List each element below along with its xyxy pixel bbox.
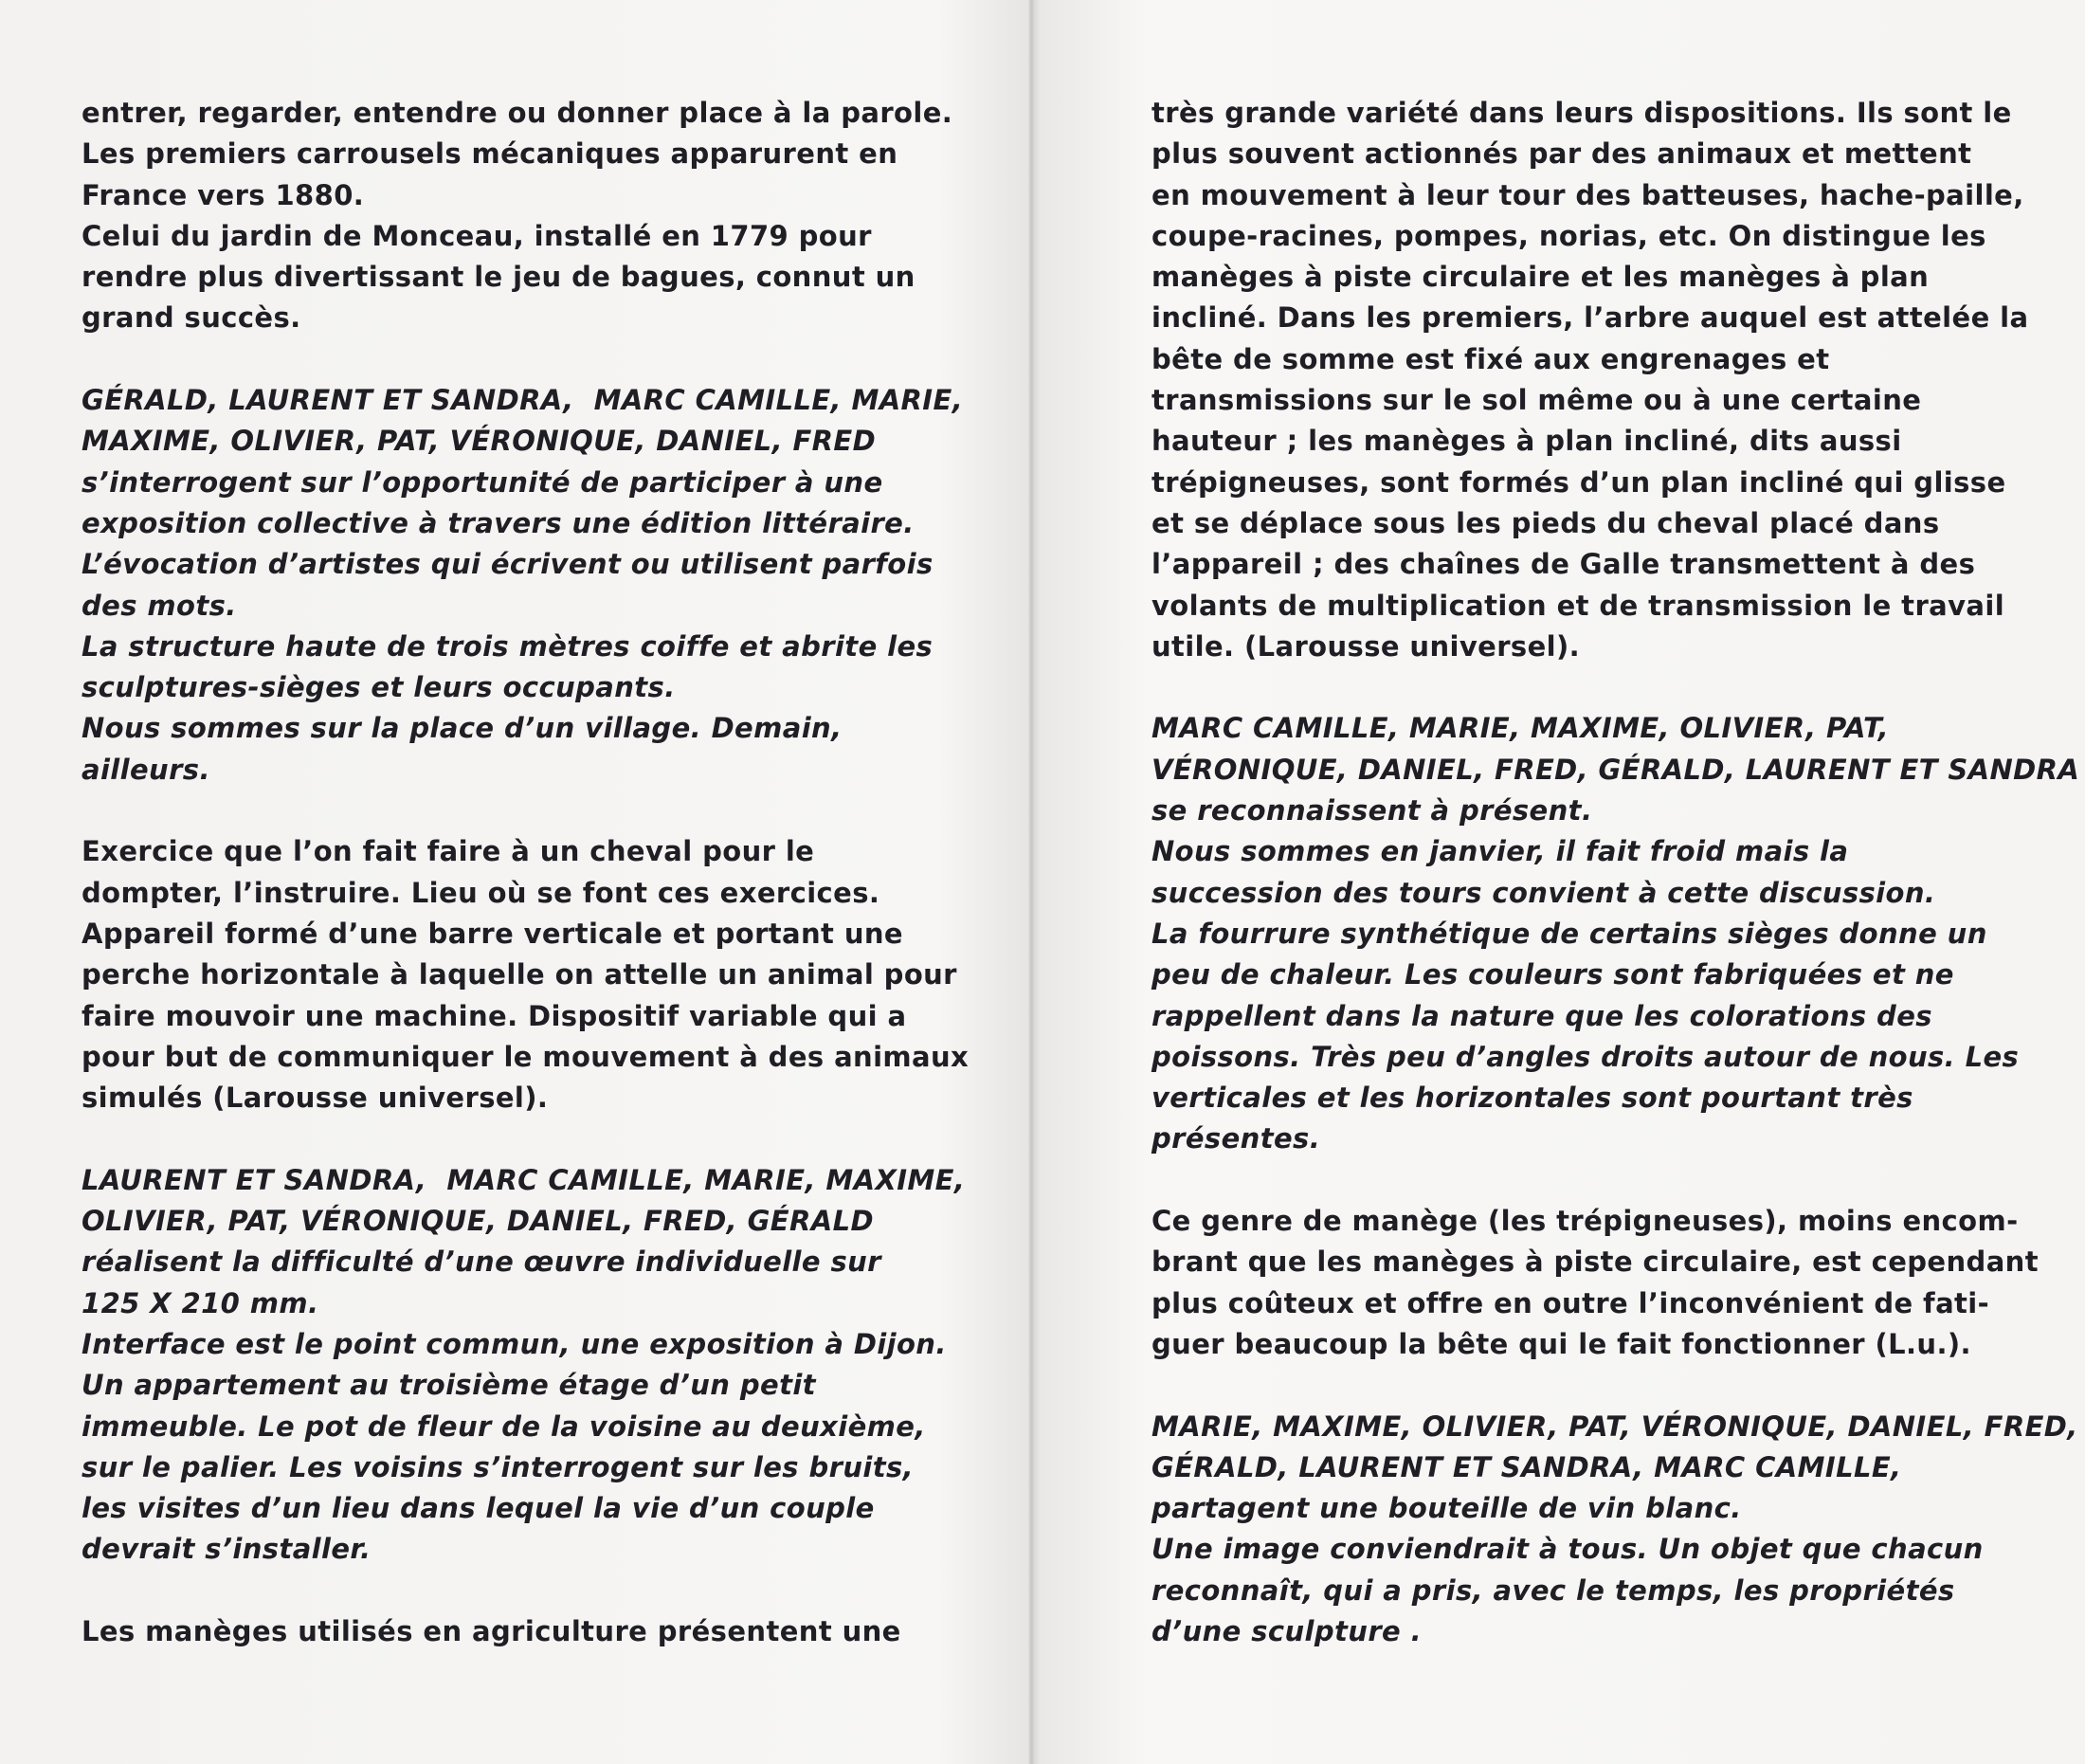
text-line: ailleurs. bbox=[82, 753, 210, 786]
italic-paragraph bbox=[1151, 1407, 2085, 1653]
body-paragraph bbox=[82, 93, 1029, 339]
text-line: les visites d’un lieu dans lequel la vie d’un couple bbox=[82, 1492, 875, 1525]
text-line: plus coûteux et offre en outre l’inconvénient de fati- bbox=[1151, 1286, 1990, 1319]
text-line: d’une sculpture . bbox=[1151, 1614, 1423, 1647]
italic-paragraph bbox=[82, 380, 1029, 791]
text-line: perche horizontale à laquelle on attelle un animal pour bbox=[82, 958, 957, 991]
text-line: Interface est le point commun, une exposition à Dijon. bbox=[82, 1327, 947, 1360]
text-line: incliné. Dans les premiers, l’arbre auquel est attelée la bbox=[1151, 301, 2029, 335]
text-line: en mouvement à leur tour des batteuses, hache-paille, bbox=[1151, 178, 2024, 211]
text-line: manèges à piste circulaire et les manèges à plan bbox=[1151, 261, 1930, 294]
text-line: exposition collective à travers une édition littéraire. bbox=[82, 506, 915, 539]
italic-paragraph bbox=[82, 1160, 1029, 1571]
text-line: brant que les manèges à piste circulaire, est cependant bbox=[1151, 1246, 2039, 1279]
text-line: Une image conviendrait à tous. Un objet que chacun bbox=[1151, 1533, 1984, 1566]
text-line: France vers 1880. bbox=[82, 178, 365, 211]
text-line: dompter, l’instruire. Lieu où se font ces exercices. bbox=[82, 876, 880, 909]
right-page bbox=[1034, 0, 2085, 1764]
text-line: faire mouvoir une machine. Dispositif variable qui a bbox=[82, 999, 907, 1032]
text-line: réalisent la difficulté d’une œuvre individuelle sur bbox=[82, 1246, 881, 1279]
text-line: simulés (Larousse universel). bbox=[82, 1082, 549, 1115]
text-line: partagent une bouteille de vin blanc. bbox=[1151, 1492, 1742, 1525]
text-line: pour but de communiquer le mouvement à des animaux bbox=[82, 1040, 970, 1073]
text-line: MARIE, MAXIME, OLIVIER, PAT, VÉRONIQUE, DANIEL, FRED, bbox=[1151, 1409, 2078, 1443]
text-line: Exercice que l’on fait faire à un cheval pour le bbox=[82, 835, 815, 868]
body-paragraph bbox=[82, 1611, 1029, 1652]
text-line: hauteur ; les manèges à plan incliné, dits aussi bbox=[1151, 425, 1902, 458]
text-line: volants de multiplication et de transmission le travail bbox=[1151, 589, 2005, 622]
text-line: succession des tours convient à cette discussion. bbox=[1151, 876, 1936, 909]
text-line: rappellent dans la nature que les colorations des bbox=[1151, 999, 1932, 1032]
text-line: LAURENT ET SANDRA, MARC CAMILLE, MARIE, MAXIME, bbox=[82, 1163, 966, 1196]
text-line: GÉRALD, LAURENT ET SANDRA, MARC CAMILLE, bbox=[1151, 1450, 1902, 1483]
text-line: bête de somme est fixé aux engrenages et bbox=[1151, 342, 1830, 375]
text-line: guer beaucoup la bête qui le fait fonctionner (L.u.). bbox=[1151, 1327, 1971, 1360]
text-line: des mots. bbox=[82, 589, 237, 622]
text-line: sculptures-sièges et leurs occupants. bbox=[82, 671, 676, 704]
body-paragraph bbox=[1151, 1201, 2085, 1365]
text-line: MAXIME, OLIVIER, PAT, VÉRONIQUE, DANIEL, FRED bbox=[82, 425, 877, 458]
text-line: sur le palier. Les voisins s’interrogent sur les bruits, bbox=[82, 1450, 915, 1483]
body-paragraph bbox=[82, 831, 1029, 1118]
text-line: coupe-racines, pompes, norias, etc. On distingue les bbox=[1151, 219, 1986, 252]
right-page-text bbox=[1151, 93, 2085, 1694]
text-line: transmissions sur le sol même ou à une certaine bbox=[1151, 384, 1922, 417]
text-line: utile. (Larousse universel). bbox=[1151, 629, 1581, 663]
text-line: et se déplace sous les pieds du cheval placé dans bbox=[1151, 506, 1940, 539]
text-line: grand succès. bbox=[82, 301, 301, 335]
italic-paragraph bbox=[1151, 708, 2085, 1159]
text-line: Appareil formé d’une barre verticale et portant une bbox=[82, 917, 903, 950]
text-line: se reconnaissent à présent. bbox=[1151, 794, 1593, 827]
text-line: Un appartement au troisième étage d’un petit bbox=[82, 1369, 816, 1402]
text-line: entrer, regarder, entendre ou donner place à la parole. bbox=[82, 97, 953, 129]
text-line: verticales et les horizontales sont pourtant très bbox=[1151, 1082, 1913, 1115]
text-line: OLIVIER, PAT, VÉRONIQUE, DANIEL, FRED, GÉRALD bbox=[82, 1205, 874, 1238]
text-line: 125 X 210 mm. bbox=[82, 1286, 319, 1319]
body-paragraph bbox=[1151, 93, 2085, 667]
text-line: présentes. bbox=[1151, 1122, 1321, 1155]
text-line: l’appareil ; des chaînes de Galle transmettent à des bbox=[1151, 548, 1976, 581]
text-line: poissons. Très peu d’angles droits autour de nous. Les bbox=[1151, 1040, 2020, 1073]
text-line: immeuble. Le pot de fleur de la voisine au deuxième, bbox=[82, 1409, 926, 1443]
text-line: Les manèges utilisés en agriculture présentent une bbox=[82, 1614, 901, 1647]
text-line: Nous sommes en janvier, il fait froid mais la bbox=[1151, 835, 1849, 868]
text-line: Celui du jardin de Monceau, installé en 1779 pour bbox=[82, 219, 872, 252]
text-line: devrait s’installer. bbox=[82, 1533, 372, 1566]
text-line: Les premiers carrousels mécaniques apparurent en bbox=[82, 137, 898, 171]
text-line: peu de chaleur. Les couleurs sont fabriquées et ne bbox=[1151, 958, 1954, 991]
text-line: VÉRONIQUE, DANIEL, FRED, GÉRALD, LAURENT ET SANDRA bbox=[1151, 753, 2080, 786]
text-line: L’évocation d’artistes qui écrivent ou utilisent parfois bbox=[82, 548, 934, 581]
text-line: trépigneuses, sont formés d’un plan incliné qui glisse bbox=[1151, 465, 2006, 499]
text-line: rendre plus divertissant le jeu de bagues, connut un bbox=[82, 261, 916, 294]
text-line: plus souvent actionnés par des animaux et mettent bbox=[1151, 137, 1972, 171]
text-line: Ce genre de manège (les trépigneuses), moins encom- bbox=[1151, 1205, 2019, 1238]
text-line: GÉRALD, LAURENT ET SANDRA, MARC CAMILLE, MARIE, bbox=[82, 384, 964, 417]
text-line: reconnaît, qui a pris, avec le temps, les propriétés bbox=[1151, 1573, 1955, 1607]
text-line: Nous sommes sur la place d’un village. Demain, bbox=[82, 712, 843, 745]
text-line: La fourrure synthétique de certains sièges donne un bbox=[1151, 917, 1987, 950]
text-line: s’interrogent sur l’opportunité de participer à une bbox=[82, 465, 883, 499]
left-page bbox=[0, 0, 1028, 1764]
text-line: très grande variété dans leurs dispositions. Ils sont le bbox=[1151, 97, 2012, 129]
left-page-text bbox=[82, 93, 1029, 1694]
text-line: MARC CAMILLE, MARIE, MAXIME, OLIVIER, PAT, bbox=[1151, 712, 1889, 745]
text-line: La structure haute de trois mètres coiffe et abrite les bbox=[82, 629, 934, 663]
